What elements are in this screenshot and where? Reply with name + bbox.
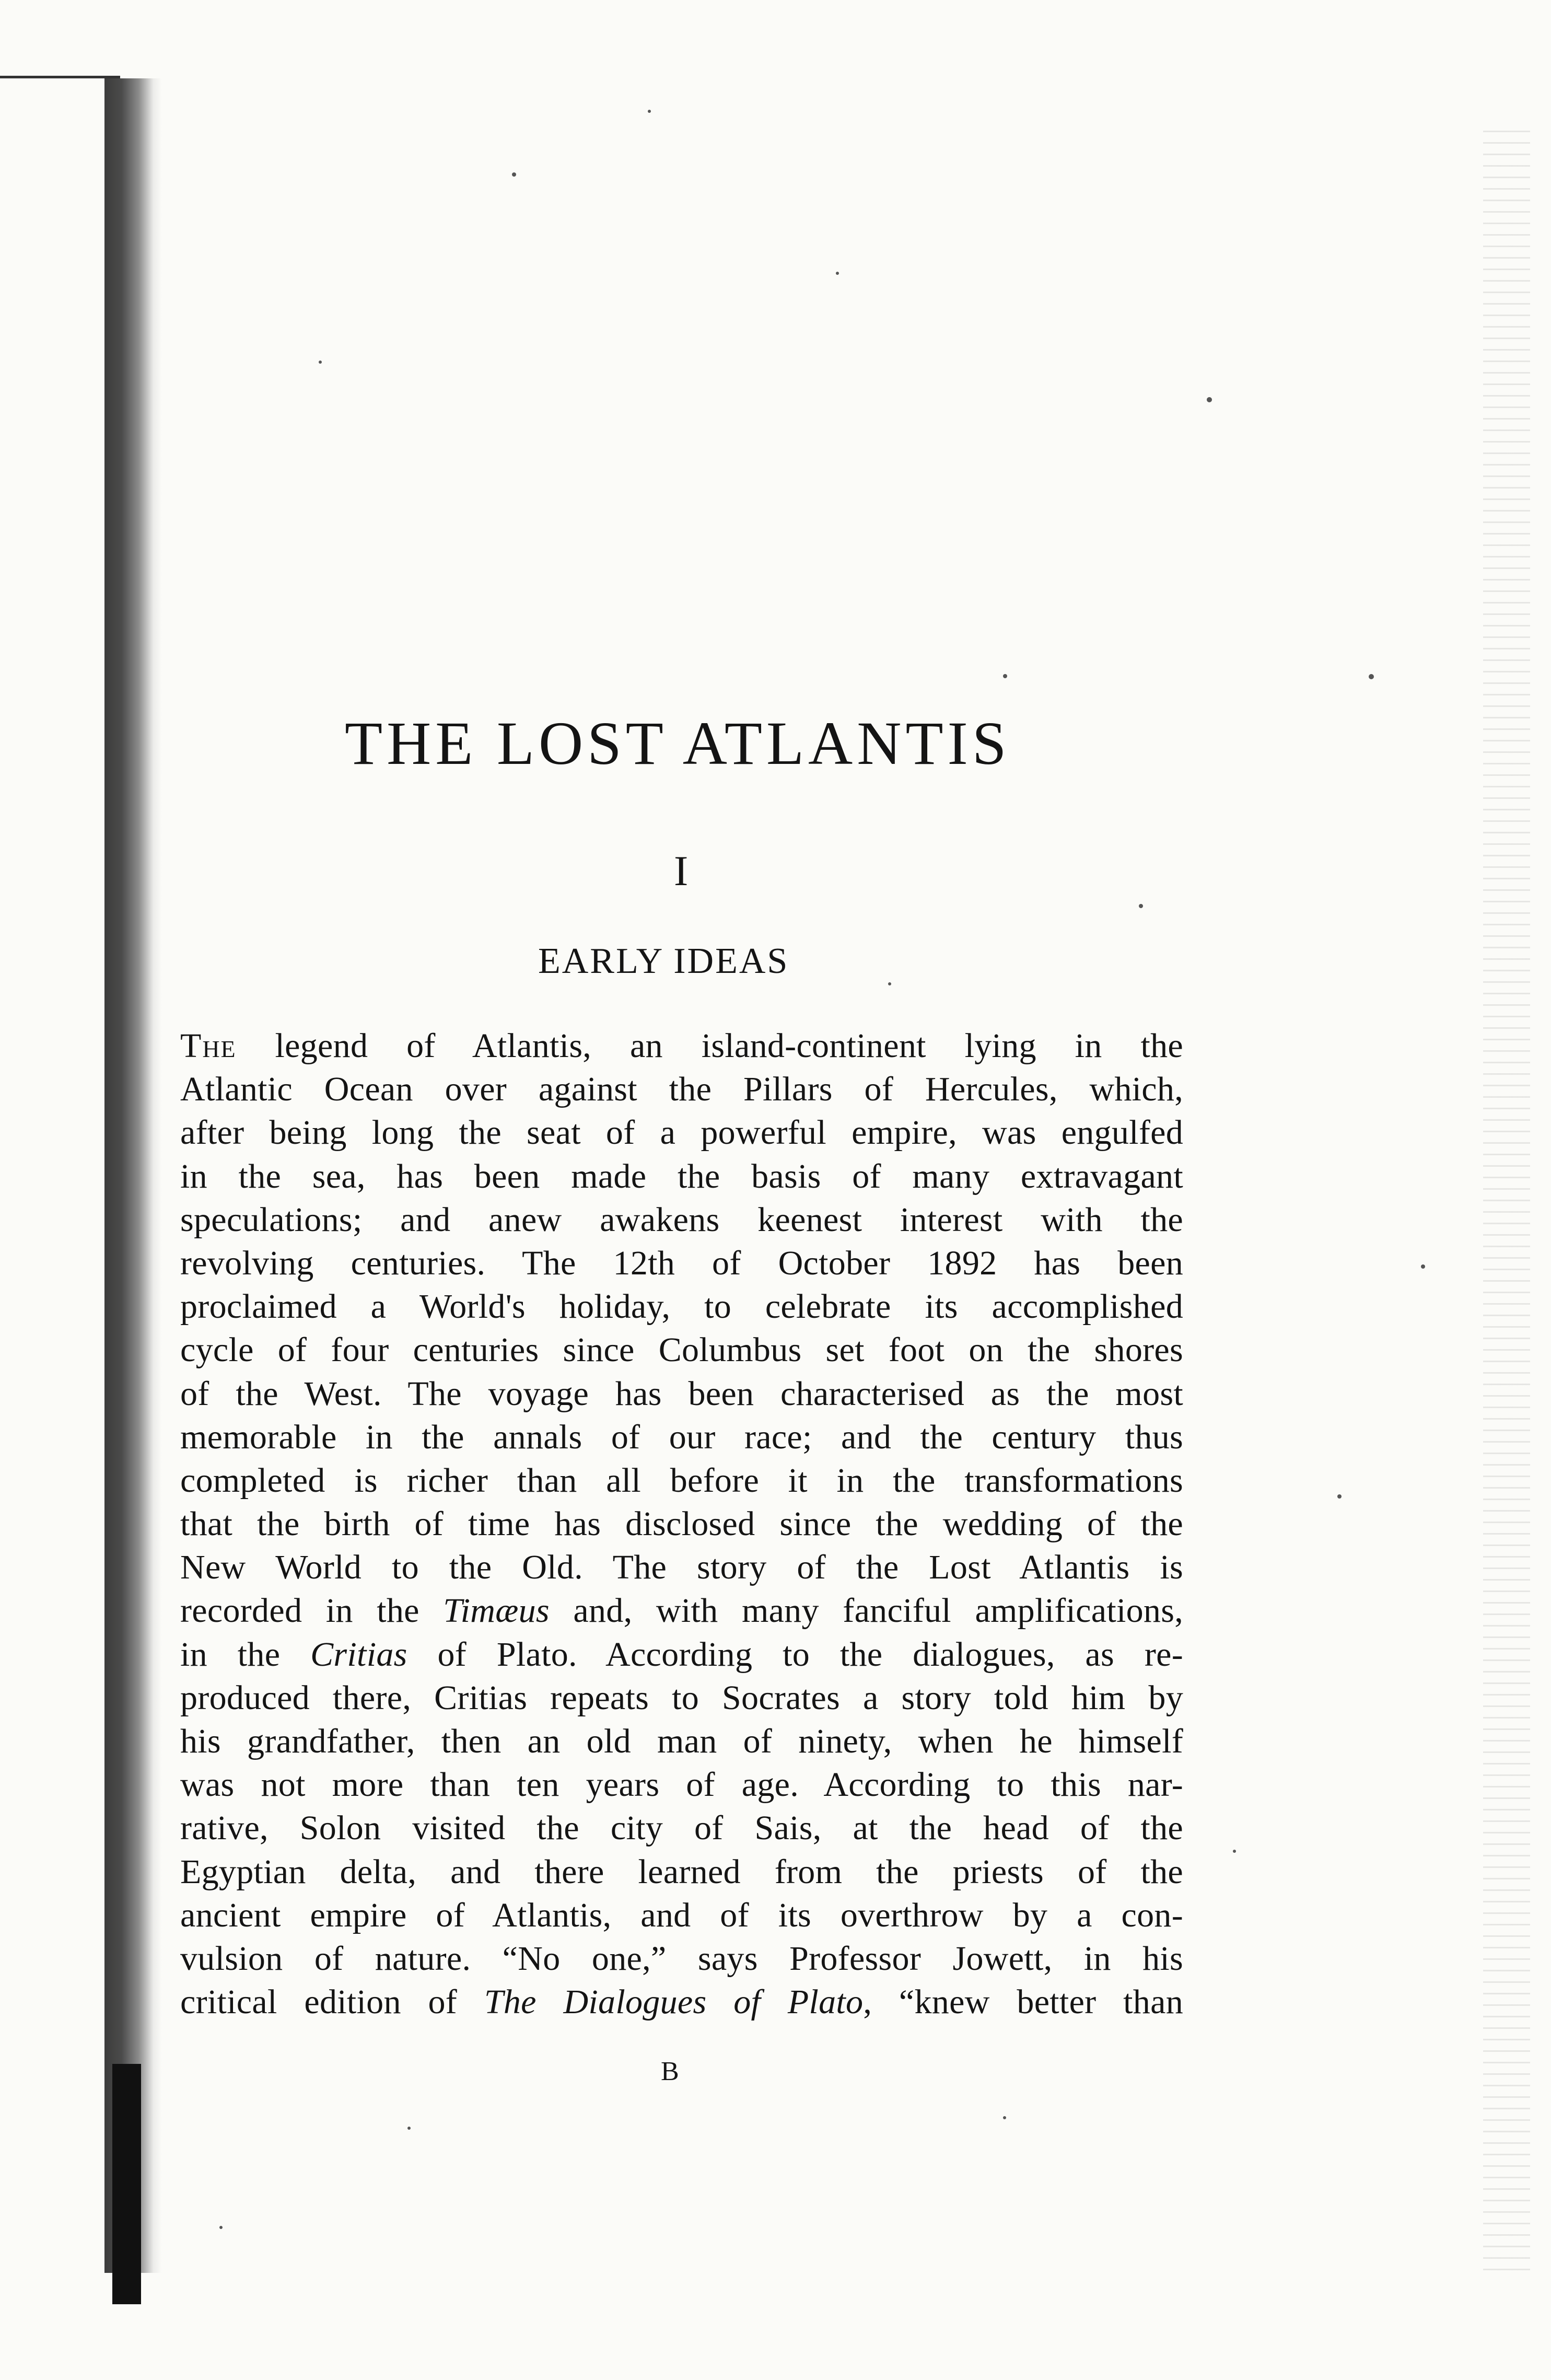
scan-speck (1233, 1850, 1236, 1853)
body-line: rative, Solon visited the city of Sais, at the head of the (180, 1809, 1183, 1848)
body-line: that the birth of time has disclosed since the wedding of the (180, 1505, 1183, 1543)
body-line: recorded in the Timæus and, with many fanciful amplifications, (180, 1592, 1184, 1630)
body-line: New World to the Old. The story of the Lost Atlantis is (180, 1548, 1183, 1587)
body-line: of the West. The voyage has been characterised as the most (180, 1374, 1183, 1413)
body-line: proclaimed a World's holiday, to celebrate its accomplished (180, 1287, 1183, 1326)
scan-right-edge-speckle (1483, 131, 1530, 2273)
body-line-1-text: legend of Atlantis, an island-continent lying in the (275, 1027, 1183, 1065)
body-line: completed is richer than all before it in the transformations (180, 1461, 1183, 1500)
body-line: in the sea, has been made the basis of many extravagant (180, 1157, 1183, 1195)
scan-speck (1337, 1494, 1342, 1499)
body-line: after being long the seat of a powerful empire, was engulfed (180, 1113, 1183, 1152)
body-line: cycle of four centuries since Columbus set foot on the shores (180, 1331, 1183, 1369)
scan-speck (648, 110, 651, 113)
body-line: was not more than ten years of age. According to this nar- (180, 1766, 1183, 1804)
body-line-1 (180, 1024, 1183, 1067)
scan-speck (1003, 674, 1007, 678)
body-line: ancient empire of Atlantis, and of its overthrow by a con- (180, 1896, 1183, 1934)
book-title: THE LOST ATLANTIS (345, 709, 1011, 777)
body-line: Atlantic Ocean over against the Pillars of Hercules, which, (180, 1070, 1183, 1109)
scan-speck (888, 982, 891, 985)
scan-binding-shadow (104, 78, 162, 2273)
body-line: produced there, Critias repeats to Socrates a story told him by (180, 1678, 1183, 1717)
chapter-title: EARLY IDEAS (538, 941, 789, 981)
body-line: memorable in the annals of our race; and the century thus (180, 1418, 1183, 1456)
body-line: in the Critias of Plato. According to the dialogues, as re- (180, 1635, 1183, 1674)
page-signature-mark: B (661, 2057, 679, 2086)
scan-speck (407, 2127, 411, 2130)
body-paragraph (180, 1024, 1183, 2024)
scan-speck (1207, 397, 1212, 402)
body-line: vulsion of nature. “No one,” says Professor Jowett, in his (180, 1939, 1183, 1978)
scan-speck (219, 2226, 223, 2229)
scan-speck (319, 361, 322, 364)
body-line: his grandfather, then an old man of ninety, when he himself (180, 1722, 1183, 1760)
body-line: Egyptian delta, and there learned from the priests of the (180, 1852, 1183, 1891)
scan-speck (836, 272, 839, 275)
first-word: The (180, 1027, 237, 1065)
body-line: critical edition of The Dialogues of Plato, “knew better than (180, 1983, 1184, 2022)
scan-speck (512, 172, 516, 177)
chapter-number: I (674, 847, 689, 895)
scan-edge-rule (0, 76, 120, 78)
scan-speck (1421, 1264, 1425, 1269)
scan-binding-dark (112, 2064, 141, 2304)
body-line: revolving centuries. The 12th of October 1892 has been (180, 1244, 1183, 1282)
scan-speck (1369, 674, 1374, 679)
body-line: speculations; and anew awakens keenest interest with the (180, 1200, 1183, 1239)
scan-speck (1003, 2116, 1006, 2119)
scan-speck (1139, 904, 1143, 908)
